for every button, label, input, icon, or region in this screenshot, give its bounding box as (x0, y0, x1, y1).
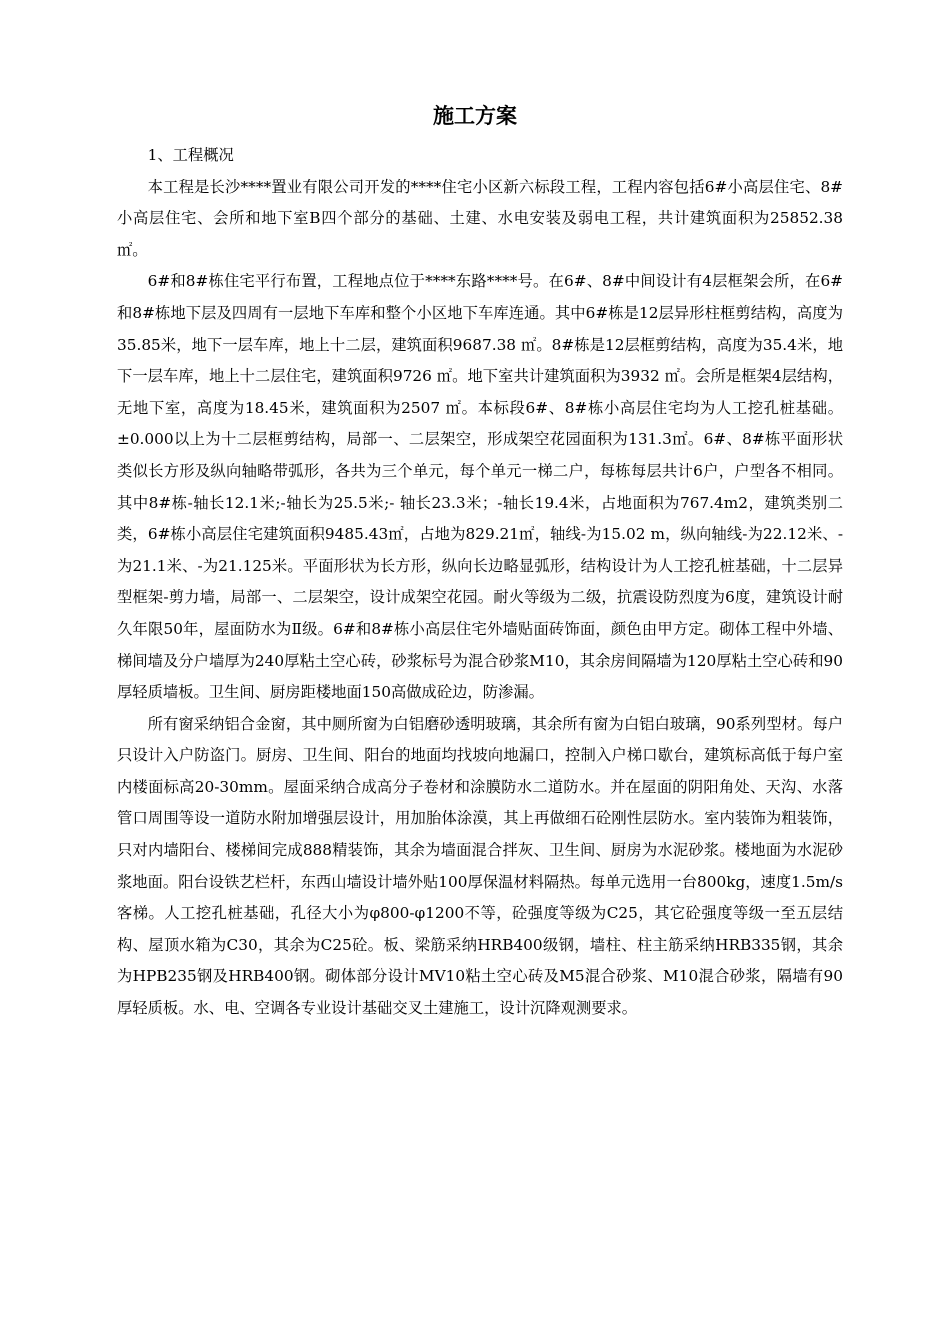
document-title: 施工方案 (433, 103, 517, 128)
paragraph-project-overview: 本工程是长沙****置业有限公司开发的****住宅小区新六标段工程，工程内容包括6#小高层住宅、8#小高层住宅、会所和地下室B四个部分的基础、土建、水电安装及弱电工程，共计建筑面积为25852.38㎡。 (117, 177, 843, 259)
paragraph-building-layout: 6#和8#栋住宅平行布置，工程地点位于****东路****号。在6#、8#中间设计有4层框架会所，在6#和8#栋地下层及四周有一层地下车库和整个小区地下车库连通。其中6#栋是12层异形柱框剪结构，高度为35.85米，地下一层车库，地上十二层，建筑面积9687.38 ㎡。8#栋是12层框剪结构，高度为35.4米，地下一层车库，地上十二层住宅，建筑面积9726 ㎡。地下室共计建筑面积为3932 ㎡。会所是框架4层结构，无地下室，高度为18.45米，建筑面积为2507 ㎡。本标段6#、8#栋小高层住宅均为人工挖孔桩基础。±0.000以上为十二层框剪结构，局部一、二层架空，形成架空花园面积为131.3㎡。6#、8#栋平面形状类似长方形及纵向轴略带弧形，各共为三个单元，每个单元一梯二户，每栋每层共计6户，户型各不相同。其中8#栋-轴长12.1米;-轴长为25.5米;- 轴长23.3米；-轴长19.4米，占地面积为767.4m2，建筑类别二类，6#栋小高层住宅建筑面积9485.43㎡，占地为829.21㎡，轴线-为15.02 m，纵向轴线-为22.12米、-为21.1米、-为21.125米。平面形状为长方形，纵向长边略显弧形，结构设计为人工挖孔桩基础，十二层异型框架-剪力墙，局部一、二层架空，设计成架空花园。耐火等级为二级，抗震设防烈度为6度，建筑设计耐久年限50年，屋面防水为Ⅱ级。6#和8#栋小高层住宅外墙贴面砖饰面，颜色由甲方定。砌体工程中外墙、梯间墙及分户墙厚为240厚粘土空心砖，砂浆标号为混合砂浆M10，其余房间隔墙为120厚粘土空心砖和90厚轻质墙板。卫生间、厨房距楼地面150高做成砼边，防渗漏。 (117, 272, 843, 702)
document-body (117, 140, 843, 1025)
paragraph-materials-and-finishes: 所有窗采纳铝合金窗，其中厕所窗为白铝磨砂透明玻璃，其余所有窗为白铝白玻璃，90系列型材。每户只设计入户防盗门。厨房、卫生间、阳台的地面均找坡向地漏口，控制入户梯口歇台，建筑标高低于每户室内楼面标高20-30mm。屋面采纳合成高分子卷材和涂膜防水二道防水。并在屋面的阴阳角处、天沟、水落管口周围等设一道防水附加增强层设计，用加胎体涂漠，其上再做细石砼刚性层防水。室内装饰为粗装饰，只对内墙阳台、楼梯间完成888精装饰，其余为墙面混合拌灰、卫生间、厨房为水泥砂浆。楼地面为水泥砂浆地面。阳台设铁艺栏杆，东西山墙设计墙外贴100厚保温材料隔热。每单元选用一台800kg，速度1.5m/s客梯。人工挖孔桩基础，孔径大小为φ800-φ1200不等，砼强度等级为C25，其它砼强度等级一至五层结构、屋顶水箱为C30，其余为C25砼。板、梁筋采纳HRB400级钢，墙柱、柱主筋采纳HRB335钢，其余为HPB235钢及HRB400钢。砌体部分设计MV10粘土空心砖及M5混合砂浆、M10混合砂浆，隔墙有90厚轻质板。水、电、空调各专业设计基础交叉土建施工，设计沉降观测要求。 (117, 714, 843, 1018)
section-heading: 1、工程概况 (147, 146, 234, 164)
